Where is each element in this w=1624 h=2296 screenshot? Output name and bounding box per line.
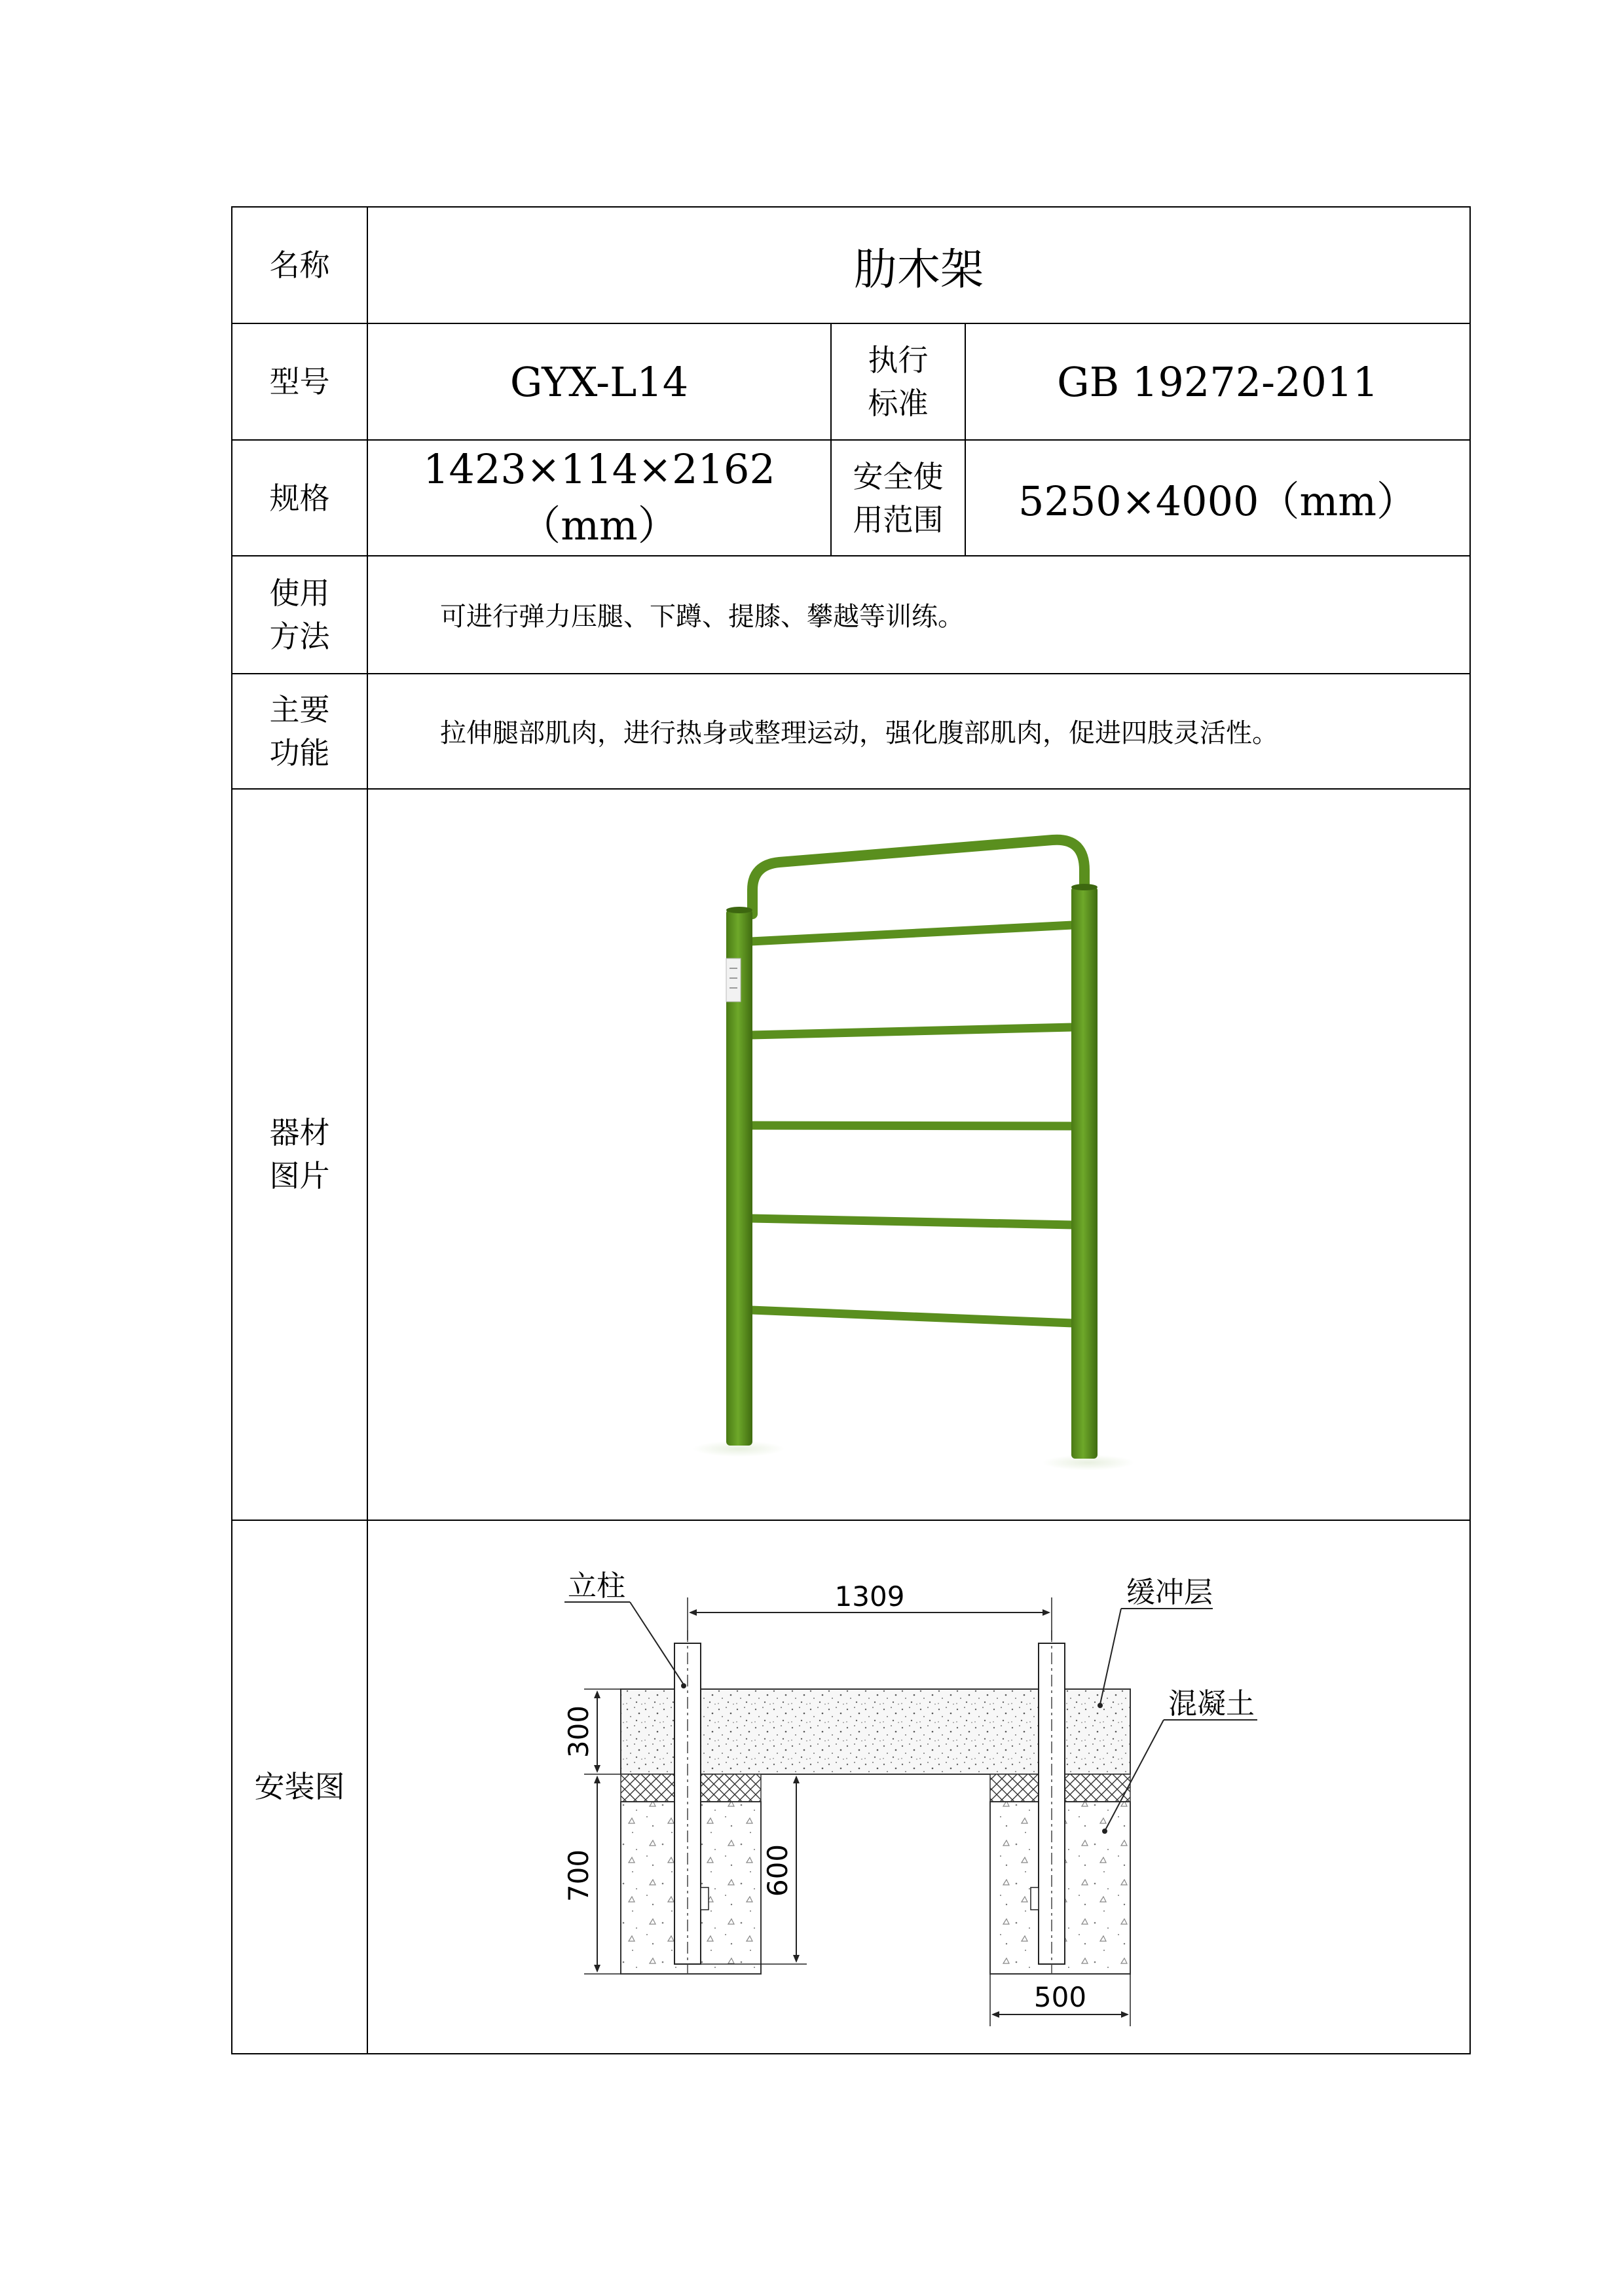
installation-drawing: [368, 1522, 1471, 2051]
spec-table: [231, 206, 1471, 2054]
rung: [751, 1218, 1073, 1225]
equipment-photo-cell: [367, 789, 1470, 1520]
photo-label-line2: 图片: [269, 1158, 330, 1194]
standard-label-line2: 标准: [868, 386, 929, 422]
usage-label-line2: 方法: [269, 618, 330, 654]
row-install: [232, 1520, 1470, 2054]
dim-foundation-depth-text: 700: [563, 1850, 595, 1903]
rungs: [751, 925, 1073, 1323]
dim-span-text: 1309: [834, 1580, 905, 1613]
model-label: 型号: [232, 323, 367, 440]
rung: [751, 1310, 1073, 1323]
model-value: GYX-L14: [367, 323, 831, 440]
row-model: [232, 323, 1470, 440]
safe-range-label: [831, 440, 965, 556]
anchor-tab: [1031, 1887, 1039, 1910]
installation-drawing-cell: [367, 1520, 1470, 2054]
safe-range-label-line2: 用范围: [853, 501, 944, 538]
safe-range-label-line1: 安全使: [853, 458, 944, 494]
row-spec: [232, 440, 1470, 556]
top-arch-rail: [752, 840, 1084, 914]
function-label-line2: 功能: [269, 735, 330, 771]
anchor-tab: [701, 1887, 709, 1910]
buffer-callout-label: 缓冲层: [1126, 1576, 1213, 1610]
usage-label-line1: 使用: [269, 575, 330, 611]
standard-label: [831, 323, 965, 440]
photo-label-line1: 器材: [269, 1115, 330, 1151]
safe-range-value: 5250×4000（mm）: [965, 440, 1470, 556]
rung: [751, 1125, 1073, 1126]
standard-value: GB 19272-2011: [965, 323, 1470, 440]
dim-footing-width-text: 500: [1033, 1981, 1087, 2014]
function-value: 拉伸腿部肌肉，进行热身或整理运动，强化腹部肌肉，促进四肢灵活性。: [367, 674, 1470, 789]
right-post-cap: [1071, 884, 1098, 890]
rung: [751, 1027, 1073, 1035]
post-leader-dot: [681, 1683, 686, 1688]
function-label-line1: 主要: [269, 691, 330, 727]
concrete-leader-dot: [1102, 1829, 1107, 1834]
rung: [751, 925, 1073, 941]
usage-label: [232, 556, 367, 673]
row-usage: [232, 556, 1470, 673]
row-function: [232, 674, 1470, 789]
buffer-leader-dot: [1098, 1703, 1103, 1708]
left-post-cap: [726, 907, 752, 913]
right-post: [1071, 886, 1098, 1459]
spec-value: 1423×114×2162（mm）: [367, 440, 831, 556]
row-name: [232, 207, 1470, 323]
name-label: 名称: [232, 207, 367, 323]
install-label: 安装图: [232, 1520, 367, 2054]
warning-sign-plate: [726, 958, 741, 1002]
usage-value: 可进行弹力压腿、下蹲、提膝、攀越等训练。: [367, 556, 1470, 673]
spec-label: 规格: [232, 440, 367, 556]
row-photo: [232, 789, 1470, 1520]
wall-bars-image: [368, 792, 1471, 1517]
standard-label-line1: 执行: [868, 342, 929, 378]
photo-label: [232, 789, 367, 1520]
dim-buffer-depth-text: 300: [563, 1705, 595, 1758]
concrete-callout-label: 混凝土: [1168, 1687, 1255, 1721]
dim-embed-depth-text: 600: [762, 1844, 794, 1897]
name-value: 肋木架: [367, 207, 1470, 323]
post-callout-label: 立柱: [568, 1569, 625, 1603]
function-label: [232, 674, 367, 789]
